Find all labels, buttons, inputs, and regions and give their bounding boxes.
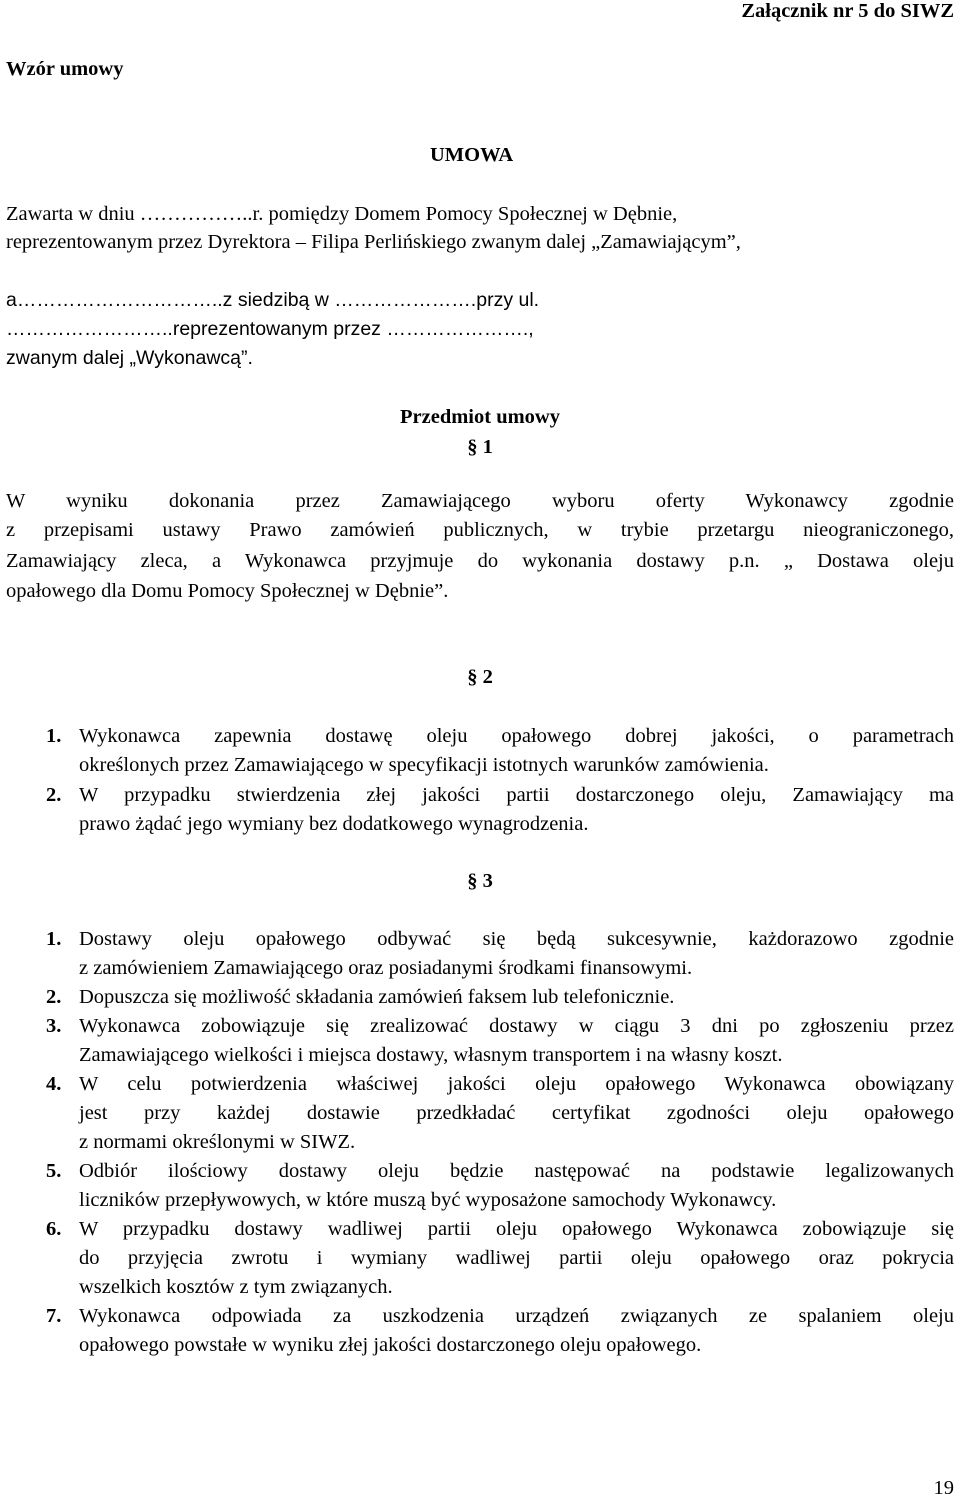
annex-label: Załącznik nr 5 do SIWZ	[741, 0, 954, 22]
s3-item-7-number: 7.	[46, 1305, 62, 1327]
s3-item-2-number: 2.	[46, 986, 62, 1008]
s2-item-1-line-1: Wykonawca zapewnia dostawę oleju opałowego dobrej jakości, o parametrach	[79, 725, 954, 747]
section-3-mark: § 3	[467, 870, 493, 892]
s3-item-6-line-2: do przyjęcia zwrotu i wymiany wadliwej partii oleju opałowego oraz pokrycia	[79, 1247, 954, 1269]
section-2-mark: § 2	[467, 666, 493, 688]
intro-line-5: zwanym dalej „Wykonawcą”.	[6, 347, 253, 369]
subject-line-4: opałowego dla Domu Pomocy Społecznej w Dębnie”.	[6, 580, 449, 602]
s2-item-1-line-2: określonych przez Zamawiającego w specyfikacji istotnych warunków zamówienia.	[79, 754, 769, 776]
contract-title: UMOWA	[430, 144, 514, 166]
s3-item-7-line-2: opałowego powstałe w wyniku złej jakości dostarczonego oleju opałowego.	[79, 1334, 702, 1356]
s3-item-4-line-3: z normami określonymi w SIWZ.	[79, 1131, 356, 1153]
s3-item-5-number: 5.	[46, 1160, 62, 1182]
subject-line-2: z przepisami ustawy Prawo zamówień publicznych, w trybie przetargu nieograniczonego,	[6, 519, 954, 541]
intro-line-4: ……………………..reprezentowanym przez ………………….,	[6, 318, 534, 340]
s2-item-2-line-2: prawo żądać jego wymiany bez dodatkowego wynagrodzenia.	[79, 813, 589, 835]
subject-line-1: W wyniku dokonania przez Zamawiającego wyboru oferty Wykonawcy zgodnie	[6, 490, 954, 512]
s3-item-1-line-1: Dostawy oleju opałowego odbywać się będą sukcesywnie, każdorazowo zgodnie	[79, 928, 954, 950]
s3-item-3-line-2: Zamawiającego wielkości i miejsca dostawy, własnym transportem i na własny koszt.	[79, 1044, 783, 1066]
s2-item-2-number: 2.	[46, 784, 62, 806]
intro-line-2: reprezentowanym przez Dyrektora – Filipa Perlińskiego zwanym dalej „Zamawiającym”,	[6, 231, 741, 253]
s3-item-6-line-1: W przypadku dostawy wadliwej partii oleju opałowego Wykonawca zobowiązuje się	[79, 1218, 954, 1240]
subject-heading: Przedmiot umowy	[400, 406, 560, 428]
s3-item-2-line-1: Dopuszcza się możliwość składania zamówień faksem lub telefonicznie.	[79, 986, 675, 1008]
s3-item-3-number: 3.	[46, 1015, 62, 1037]
s3-item-4-number: 4.	[46, 1073, 62, 1095]
s3-item-7-line-1: Wykonawca odpowiada za uszkodzenia urządzeń związanych ze spalaniem oleju	[79, 1305, 954, 1327]
s3-item-4-line-1: W celu potwierdzenia właściwej jakości oleju opałowego Wykonawca obowiązany	[79, 1073, 954, 1095]
s3-item-5-line-2: liczników przepływowych, w które muszą być wyposażone samochody Wykonawcy.	[79, 1189, 777, 1211]
template-title: Wzór umowy	[6, 58, 124, 80]
s3-item-5-line-1: Odbiór ilościowy dostawy oleju będzie następować na podstawie legalizowanych	[79, 1160, 954, 1182]
s2-item-1-number: 1.	[46, 725, 62, 747]
s3-item-6-line-3: wszelkich kosztów z tym związanych.	[79, 1276, 393, 1298]
subject-line-3: Zamawiający zleca, a Wykonawca przyjmuje do wykonania dostawy p.n. „ Dostawa oleju	[6, 550, 954, 572]
s3-item-3-line-1: Wykonawca zobowiązuje się zrealizować dostawy w ciągu 3 dni po zgłoszeniu przez	[79, 1015, 954, 1037]
s3-item-1-line-2: z zamówieniem Zamawiającego oraz posiadanymi środkami finansowymi.	[79, 957, 693, 979]
intro-line-1: Zawarta w dniu ……………..r. pomiędzy Domem Pomocy Społecznej w Dębnie,	[6, 203, 678, 225]
section-1-mark: § 1	[467, 436, 493, 458]
page-number: 19	[933, 1477, 954, 1499]
intro-line-3: a…………………………..z siedzibą w ………………….przy ul.	[6, 289, 540, 311]
s2-item-2-line-1: W przypadku stwierdzenia złej jakości partii dostarczonego oleju, Zamawiający ma	[79, 784, 954, 806]
s3-item-1-number: 1.	[46, 928, 62, 950]
s3-item-6-number: 6.	[46, 1218, 62, 1240]
s3-item-4-line-2: jest przy każdej dostawie przedkładać certyfikat zgodności oleju opałowego	[79, 1102, 954, 1124]
